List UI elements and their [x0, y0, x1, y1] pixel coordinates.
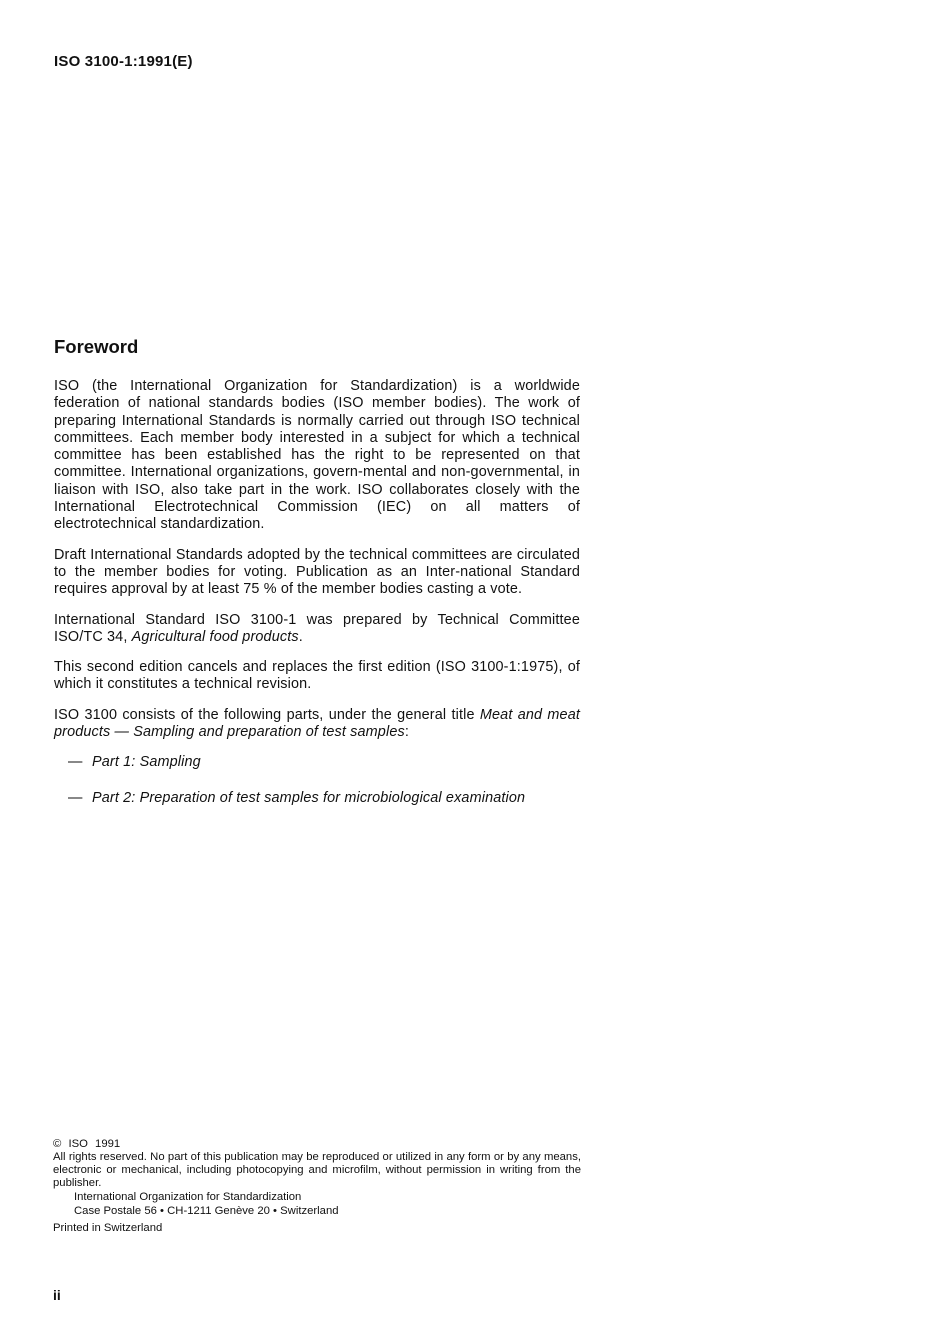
printed-in: Printed in Switzerland: [53, 1221, 163, 1234]
foreword-paragraph-1: ISO (the International Organization for Standardization) is a worldwide federation of national standards bodies (ISO member bodies). The work of preparing International Standards is normally carried out through ISO technical committees. Each member body interested in a subject for which a technical committee has been established has the right to be represented on that committee. International organizations, govern-mental and non-governmental, in liaison with ISO, also take part in the work. ISO collaborates closely with the International Electrotechnical Commission (IEC) on all matters of electrotechnical standardization.: [54, 378, 580, 533]
part-title: Part 2: Preparation of test samples for microbiological examination: [92, 790, 526, 807]
general-title: Meat and meat products — Sampling and preparation of test samples: [54, 706, 580, 741]
paragraph-5-end: :: [404, 724, 409, 741]
list-item: [54, 790, 580, 807]
list-dash: —: [68, 754, 83, 771]
paragraph-3-end: .: [298, 628, 303, 645]
foreword-paragraph-4: This second edition cancels and replaces the first edition (ISO 3100-1:1975), of which it constitutes a technical revision.: [54, 659, 580, 693]
list-dash: —: [68, 790, 83, 807]
foreword-paragraph-3: [54, 612, 580, 647]
parts-list: [54, 754, 580, 807]
foreword-paragraph-5: [54, 707, 580, 742]
paragraph-5-text: ISO 3100 consists of the following parts, under the general title: [54, 706, 480, 723]
copyright-footer: [53, 1138, 581, 1235]
organization-name: International Organization for Standardization: [74, 1191, 302, 1204]
document-id: ISO 3100-1:1991(E): [54, 53, 193, 70]
list-item: [54, 754, 580, 771]
rights-notice: All rights reserved. No part of this publication may be reproduced or utilized in any form or by any means, electronic or mechanical, including photocopying and microfilm, without permission in writing from the publisher.: [53, 1151, 581, 1190]
foreword-paragraph-2: Draft International Standards adopted by the technical committees are circulated to the member bodies for voting. Publication as an Inter-national Standard requires approval by at least 75 % of the member bodies casting a vote.: [54, 546, 580, 598]
paragraph-3-text: International Standard ISO 3100-1 was prepared by Technical Committee ISO/TC 34,: [54, 611, 580, 645]
foreword-body: [54, 378, 580, 826]
committee-title: Agricultural food products: [131, 628, 299, 645]
section-heading: Foreword: [54, 336, 139, 357]
part-title: Part 1: Sampling: [92, 754, 201, 771]
copyright-notice: © ISO 1991: [53, 1138, 121, 1150]
postal-address: Case Postale 56 • CH-1211 Genève 20 • Switzerland: [74, 1205, 339, 1218]
page-number: ii: [53, 1287, 61, 1303]
